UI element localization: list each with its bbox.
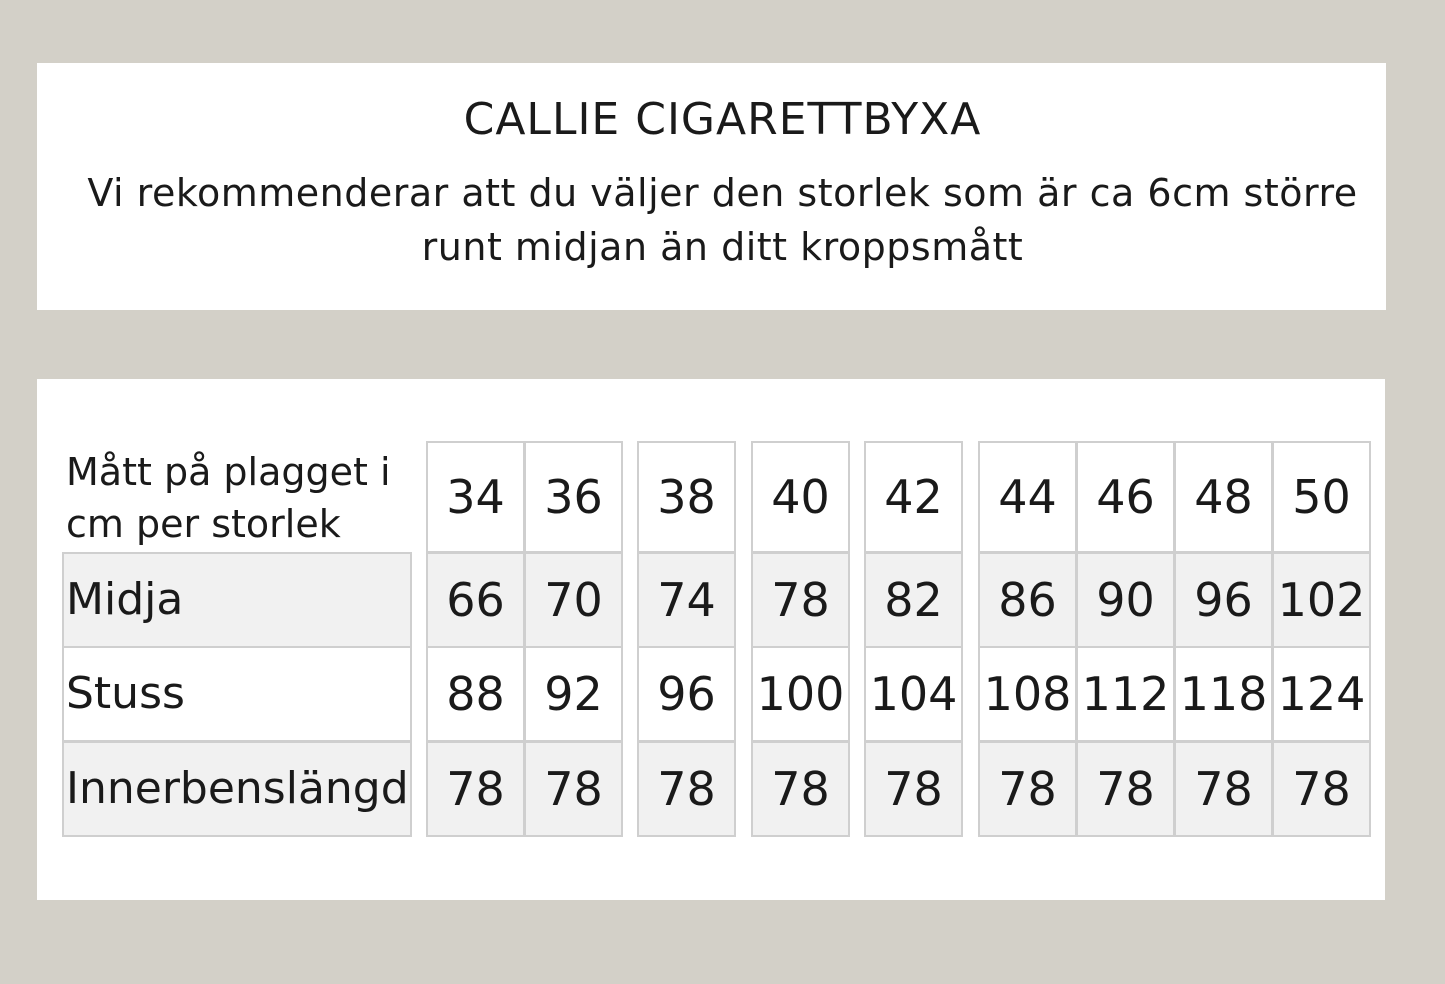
measurement-cell: 70 xyxy=(524,552,623,648)
measurement-cell: 124 xyxy=(1272,646,1371,742)
measurement-cell: 78 xyxy=(426,741,525,837)
corner-line-1: Mått på plagget i xyxy=(66,450,391,494)
size-header-cell: 34 xyxy=(426,441,525,553)
measurement-cell: 78 xyxy=(978,741,1077,837)
measurement-cell: 78 xyxy=(751,552,850,648)
row-label: Midja xyxy=(62,552,412,648)
measurement-cell: 92 xyxy=(524,646,623,742)
subtitle-line-2: runt midjan än ditt kroppsmått xyxy=(421,225,1024,269)
measurement-cell: 82 xyxy=(864,552,963,648)
measurement-cell: 78 xyxy=(1272,741,1371,837)
size-header-cell: 42 xyxy=(864,441,963,553)
size-header-cell: 46 xyxy=(1076,441,1175,553)
measurement-cell: 78 xyxy=(1174,741,1273,837)
size-header-cell: 50 xyxy=(1272,441,1371,553)
measurement-cell: 108 xyxy=(978,646,1077,742)
measurement-cell: 66 xyxy=(426,552,525,648)
measurement-cell: 102 xyxy=(1272,552,1371,648)
size-header-cell: 48 xyxy=(1174,441,1273,553)
row-label: Innerbenslängd xyxy=(62,741,412,837)
measurement-cell: 90 xyxy=(1076,552,1175,648)
size-header-cell: 40 xyxy=(751,441,850,553)
measurement-cell: 86 xyxy=(978,552,1077,648)
size-header-cell: 36 xyxy=(524,441,623,553)
measurement-cell: 88 xyxy=(426,646,525,742)
size-header-cell: 44 xyxy=(978,441,1077,553)
table-corner-label xyxy=(66,446,416,550)
page-subtitle xyxy=(0,166,1445,274)
row-label: Stuss xyxy=(62,646,412,742)
measurement-cell: 112 xyxy=(1076,646,1175,742)
measurement-cell: 96 xyxy=(637,646,736,742)
measurement-cell: 78 xyxy=(637,741,736,837)
measurement-cell: 100 xyxy=(751,646,850,742)
measurement-cell: 78 xyxy=(864,741,963,837)
corner-line-2: cm per storlek xyxy=(66,502,341,546)
subtitle-line-1: Vi rekommenderar att du väljer den storlek som är ca 6cm större xyxy=(87,171,1358,215)
measurement-cell: 74 xyxy=(637,552,736,648)
measurement-cell: 118 xyxy=(1174,646,1273,742)
measurement-cell: 78 xyxy=(751,741,850,837)
measurement-cell: 104 xyxy=(864,646,963,742)
size-header-cell: 38 xyxy=(637,441,736,553)
measurement-cell: 96 xyxy=(1174,552,1273,648)
page-title: CALLIE CIGARETTBYXA xyxy=(463,94,982,145)
measurement-cell: 78 xyxy=(1076,741,1175,837)
measurement-cell: 78 xyxy=(524,741,623,837)
